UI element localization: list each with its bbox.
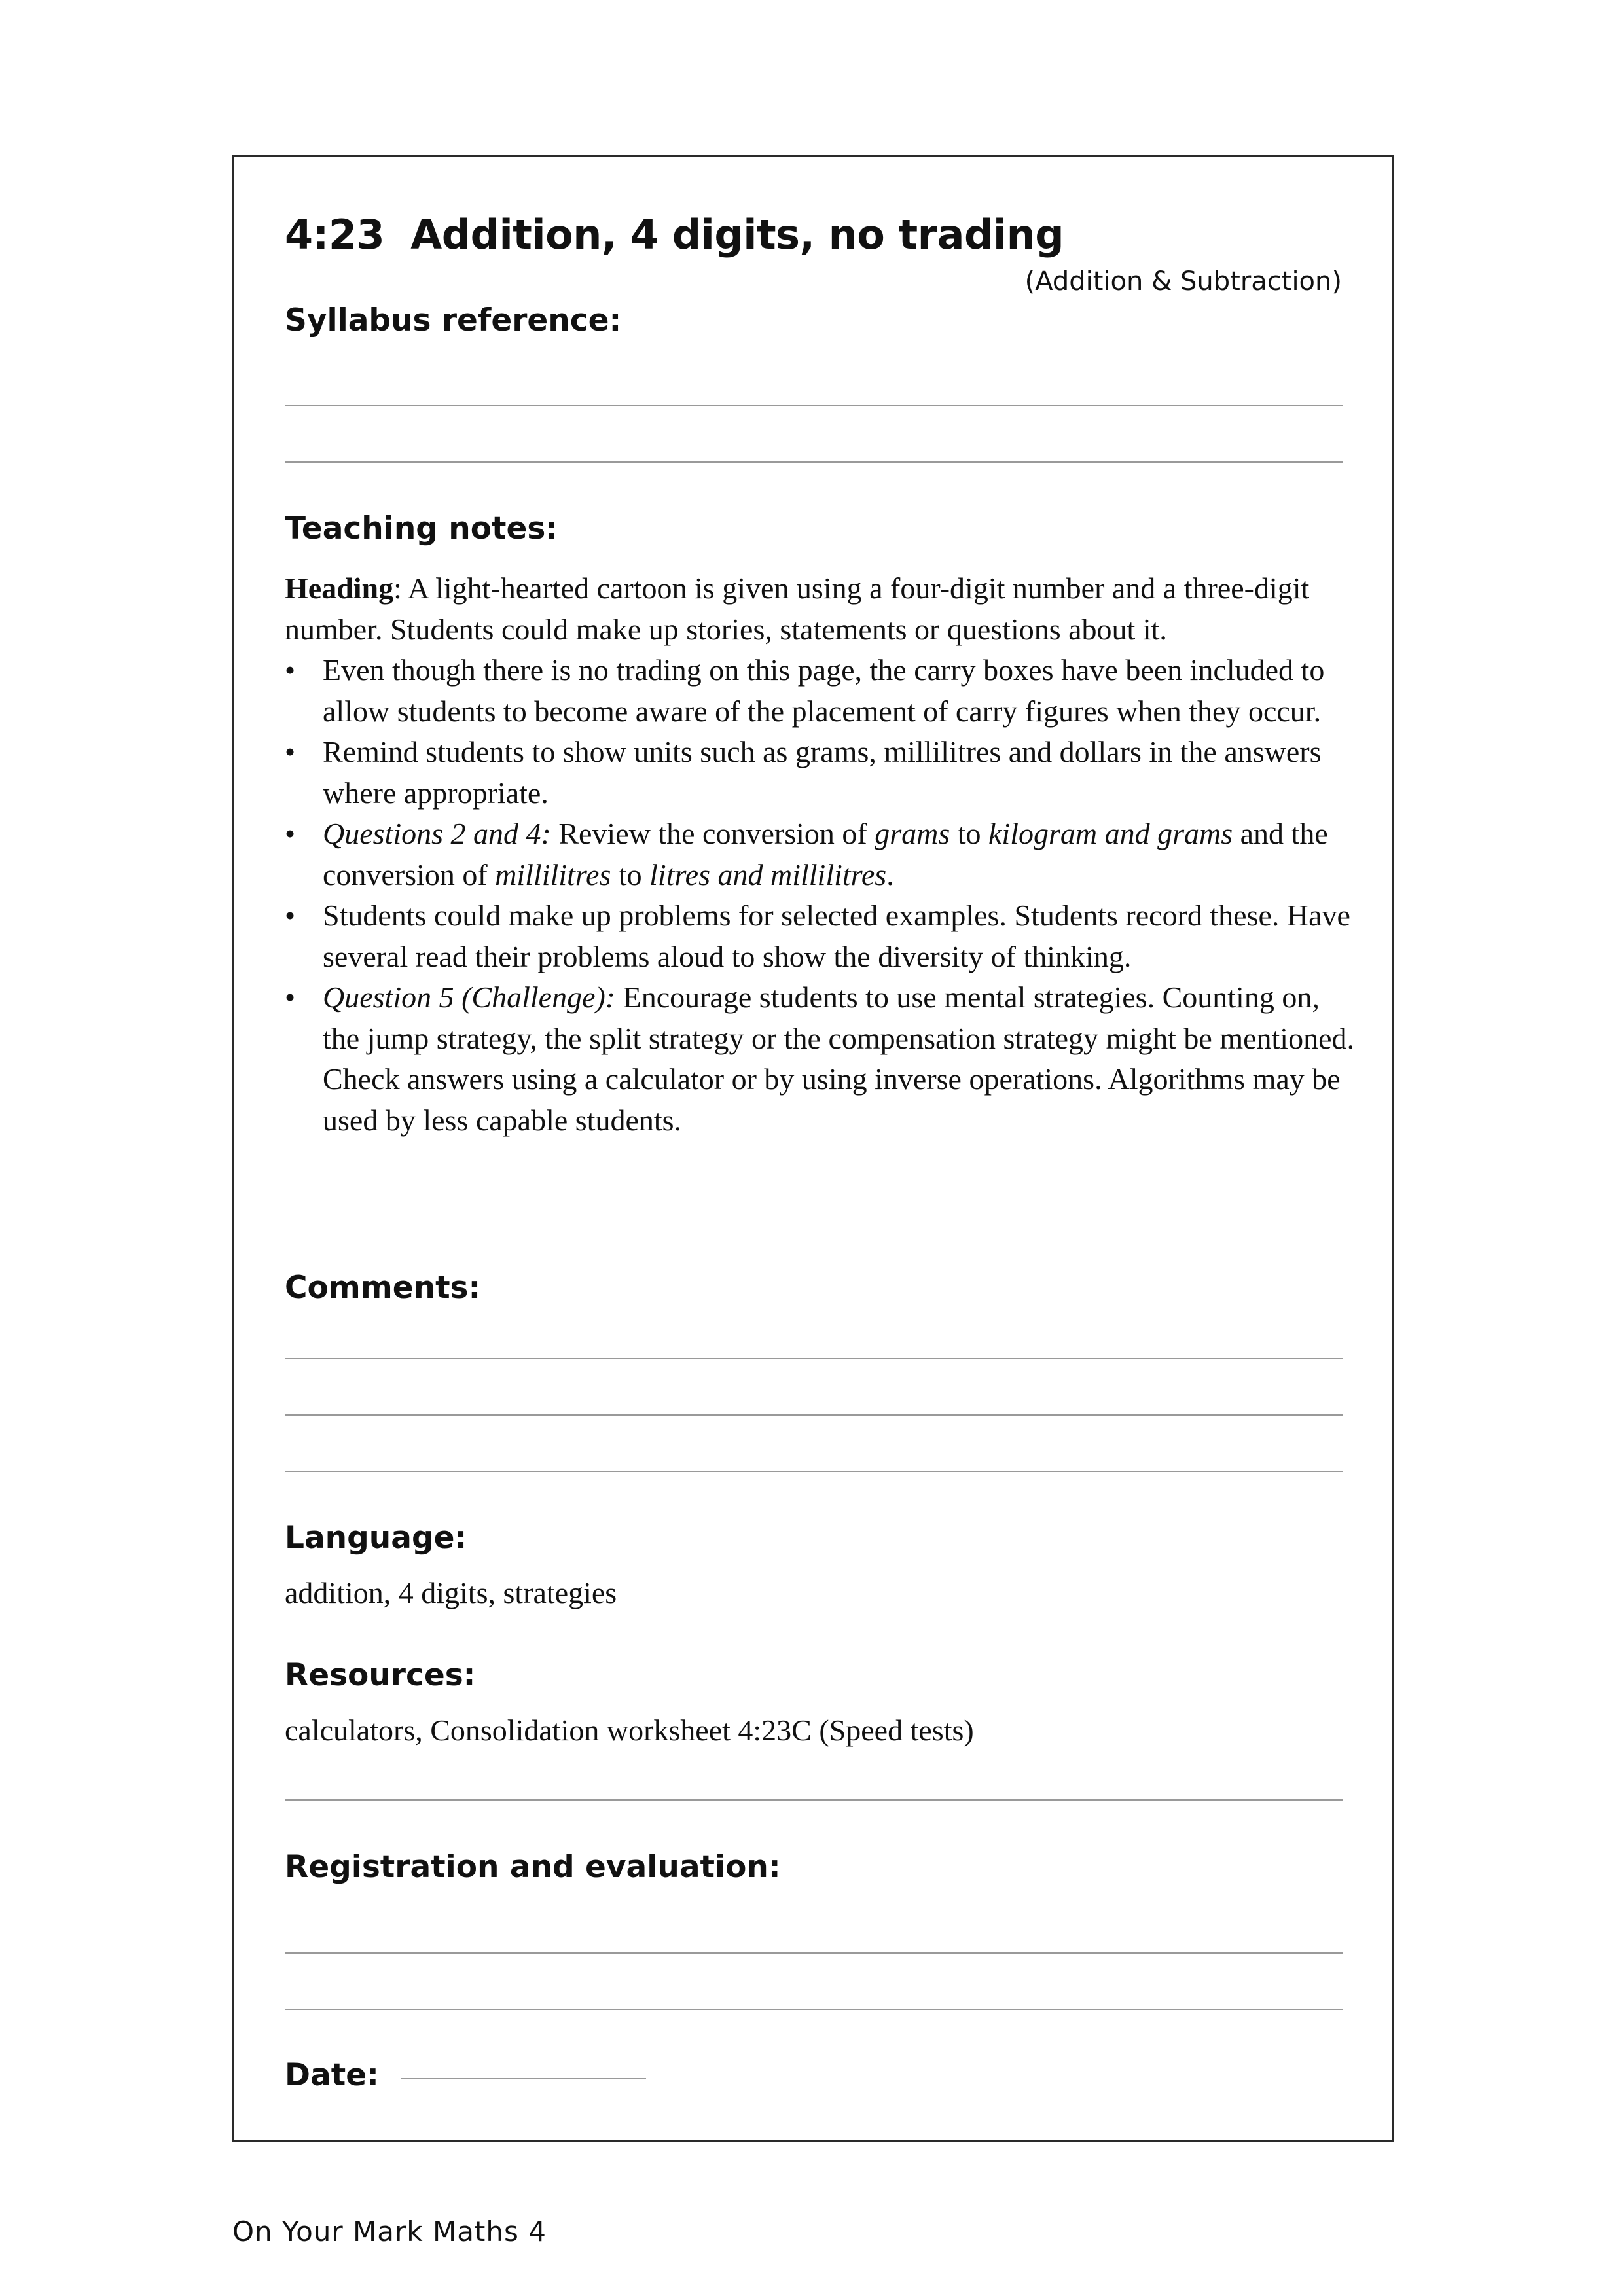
emphasis-term: grams (875, 817, 950, 850)
note-text: to (950, 817, 989, 850)
list-item (285, 732, 1358, 814)
lesson-number: 4:23 (285, 211, 385, 259)
strand-label: (Addition & Subtraction) (1024, 266, 1342, 296)
page-title (285, 211, 1064, 259)
note-text: and the conversion of (323, 817, 1328, 891)
comments-line-3[interactable] (285, 1471, 1343, 1472)
bullet-icon: • (285, 899, 296, 932)
language-heading: Language: (285, 1520, 467, 1556)
resources-text: calculators, Consolidation worksheet 4:23C (Speed tests) (285, 1713, 974, 1747)
syllabus-heading: Syllabus reference: (285, 302, 622, 338)
list-item (285, 814, 1358, 895)
syllabus-line-1[interactable] (285, 405, 1343, 406)
teaching-notes-body (285, 568, 1358, 1141)
heading-note (285, 568, 1358, 650)
bullet-icon: • (285, 980, 296, 1014)
emphasis-term: kilogram and grams (988, 817, 1233, 850)
question-ref: Question 5 (Challenge): (323, 980, 616, 1014)
emphasis-term: litres and millilitres (649, 857, 887, 891)
lesson-title: Addition, 4 digits, no trading (410, 211, 1064, 259)
date-label: Date: (285, 2057, 379, 2093)
notes-list (285, 650, 1358, 1141)
registration-line-2[interactable] (285, 2009, 1343, 2010)
registration-line-1[interactable] (285, 1952, 1343, 1954)
list-item (285, 895, 1358, 977)
resources-line[interactable] (285, 1799, 1343, 1801)
resources-heading: Resources: (285, 1657, 476, 1693)
comments-heading: Comments: (285, 1270, 481, 1306)
note-text: Review the conversion of (550, 817, 875, 850)
note-text: . (886, 857, 894, 891)
comments-line-1[interactable] (285, 1358, 1343, 1359)
question-ref: Questions 2 and 4: (323, 817, 551, 850)
registration-heading: Registration and evaluation: (285, 1849, 781, 1885)
page-frame (232, 155, 1394, 2142)
note-text: Students could make up problems for selected examples. Students record these. Have several read their problems aloud to show the diversity of thinking. (323, 899, 1350, 973)
teaching-notes-heading: Teaching notes: (285, 511, 558, 547)
heading-note-lead: Heading (285, 571, 394, 605)
note-text: Even though there is no trading on this page, the carry boxes have been included to allow students to become aware of the placement of carry figures when they occur. (323, 653, 1325, 728)
bullet-icon: • (285, 735, 296, 768)
language-text: addition, 4 digits, strategies (285, 1576, 617, 1609)
comments-line-2[interactable] (285, 1414, 1343, 1416)
bullet-icon: • (285, 817, 296, 850)
emphasis-term: millilitres (495, 857, 611, 891)
date-field-line[interactable] (401, 2078, 646, 2079)
footer-text: On Your Mark Maths 4 (232, 2215, 547, 2248)
bullet-icon: • (285, 653, 296, 687)
note-text: to (611, 857, 650, 891)
list-item (285, 650, 1358, 732)
heading-note-text: : A light-hearted cartoon is given using a four-digit number and a three-digit number. Students could make up stories, statements or questions about it. (285, 571, 1310, 646)
note-text: Encourage students to use mental strategies. Counting on, the jump strategy, the split strategy or the compensation strategy might be mentioned. Check answers using a calculator or by using inverse operations. Algorithms may be used by less capable students. (323, 980, 1354, 1137)
note-text: Remind students to show units such as grams, millilitres and dollars in the answers where appropriate. (323, 735, 1322, 810)
syllabus-line-2[interactable] (285, 461, 1343, 463)
list-item (285, 977, 1358, 1141)
